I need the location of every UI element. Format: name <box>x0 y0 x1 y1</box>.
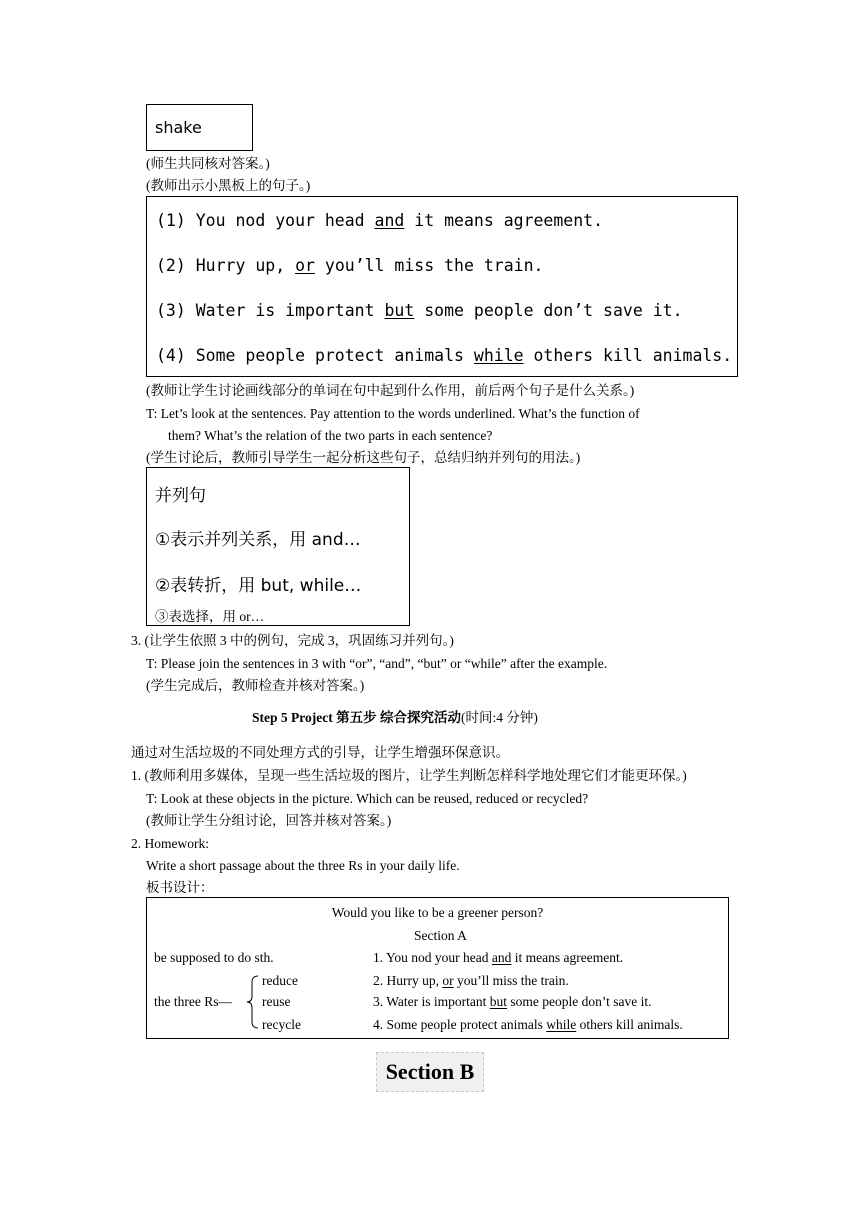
sentence-1-underlined: and <box>374 211 405 230</box>
sentence-3-post: some people don’t save it. <box>414 301 683 320</box>
board-rs-reuse: reuse <box>262 994 291 1009</box>
board-row-3-pre: 3. Water is important <box>373 994 490 1009</box>
grammar-box <box>146 467 410 626</box>
homework-text: Write a short passage about the three Rs in your daily life. <box>146 858 460 873</box>
curly-brace-icon <box>246 974 260 1030</box>
grammar-rule-3: ③表选择，用 or… <box>155 609 265 624</box>
board-row-4-post: others kill animals. <box>576 1017 683 1032</box>
board-rs-reduce: reduce <box>262 973 298 988</box>
step5-heading-time: (时间:4 分钟) <box>460 710 538 725</box>
board-label: 板书设计： <box>146 880 214 895</box>
grammar-rule-2: ②表转折，用 but, while… <box>155 576 362 596</box>
board-row-4-pre: 4. Some people protect animals <box>373 1017 547 1032</box>
board-row-3-underlined: but <box>489 994 508 1009</box>
teacher-line-1: T: Let’s look at the sentences. Pay attention to the words underlined. What’s the function of <box>146 406 640 421</box>
board-rs-recycle: recycle <box>262 1017 301 1032</box>
sentence-1-post: it means agreement. <box>404 211 604 230</box>
sentence-4-underlined: while <box>473 346 524 365</box>
grammar-rule-1: ①表示并列关系，用 and… <box>155 530 361 550</box>
sentence-3 <box>156 301 683 320</box>
sentences-box <box>146 196 738 377</box>
board-row-1-post: it means agreement. <box>511 950 624 965</box>
sentence-4 <box>156 346 732 365</box>
board-three-rs: the three Rs— <box>154 994 232 1009</box>
note-show-sentences: (教师出示小黑板上的句子。) <box>146 178 311 193</box>
step5-intro: 通过对生活垃圾的不同处理方式的引导，让学生增强环保意识。 <box>131 745 509 760</box>
item-1-teacher: T: Look at these objects in the picture. Which can be reused, reduced or recycled? <box>146 791 589 806</box>
sentence-2-pre: (2) Hurry up, <box>156 256 296 275</box>
item-1-note: (教师让学生分组讨论，回答并核对答案。) <box>146 813 392 828</box>
note-check-answers: (师生共同核对答案。) <box>146 156 270 171</box>
step5-heading <box>252 709 538 727</box>
teacher-line-2: them? What’s the relation of the two parts in each sentence? <box>168 428 493 443</box>
board-row-2-underlined: or <box>442 973 454 988</box>
sentence-1-pre: (1) You nod your head <box>156 211 375 230</box>
sentence-3-pre: (3) Water is important <box>156 301 385 320</box>
note-discuss: (教师让学生讨论画线部分的单词在句中起到什么作用，前后两个句子是什么关系。) <box>146 383 635 398</box>
sentence-4-pre: (4) Some people protect animals <box>156 346 474 365</box>
board-row-4-underlined: while <box>546 1017 577 1032</box>
item-3-teacher: T: Please join the sentences in 3 with “or”, “and”, “but” or “while” after the example. <box>146 656 608 671</box>
sentence-1 <box>156 211 603 230</box>
grammar-title: 并列句 <box>155 486 206 506</box>
item-3-note: (学生完成后，教师检查并核对答案。) <box>146 678 365 693</box>
board-row-4 <box>373 1016 683 1034</box>
sentence-2-underlined: or <box>295 256 315 275</box>
board-subtitle: Section A <box>414 928 467 943</box>
sentence-3-underlined: but <box>384 301 415 320</box>
board-row-1-pre: 1. You nod your head <box>373 950 492 965</box>
board-row-3 <box>373 993 652 1011</box>
sentence-2-post: you’ll miss the train. <box>314 256 544 275</box>
sentence-2 <box>156 256 543 275</box>
item-3: 3. (让学生依照 3 中的例句，完成 3，巩固练习并列句。) <box>131 633 454 648</box>
sentence-4-post: others kill animals. <box>523 346 733 365</box>
board-row-2-pre: 2. Hurry up, <box>373 973 443 988</box>
board-left-phrase: be supposed to do sth. <box>154 950 274 965</box>
item-1: 1. (教师利用多媒体，呈现一些生活垃圾的图片，让学生判断怎样科学地处理它们才能更环保。) <box>131 768 687 783</box>
board-row-1-underlined: and <box>491 950 512 965</box>
board-row-3-post: some people don’t save it. <box>507 994 652 1009</box>
board-row-2 <box>373 972 569 990</box>
item-2: 2. Homework: <box>131 836 209 851</box>
board-row-2-post: you’ll miss the train. <box>453 973 569 988</box>
shake-box <box>146 104 253 151</box>
note-summarize: (学生讨论后，教师引导学生一起分析这些句子，总结归纳并列句的用法。) <box>146 450 581 465</box>
board-title: Would you like to be a greener person? <box>331 905 544 920</box>
shake-word: shake <box>155 118 202 137</box>
section-b-heading: Section B <box>376 1052 484 1092</box>
step5-heading-bold: Step 5 Project 第五步 综合探究活动 <box>252 710 461 725</box>
board-row-1 <box>373 949 623 967</box>
board-design-box <box>146 897 729 1039</box>
